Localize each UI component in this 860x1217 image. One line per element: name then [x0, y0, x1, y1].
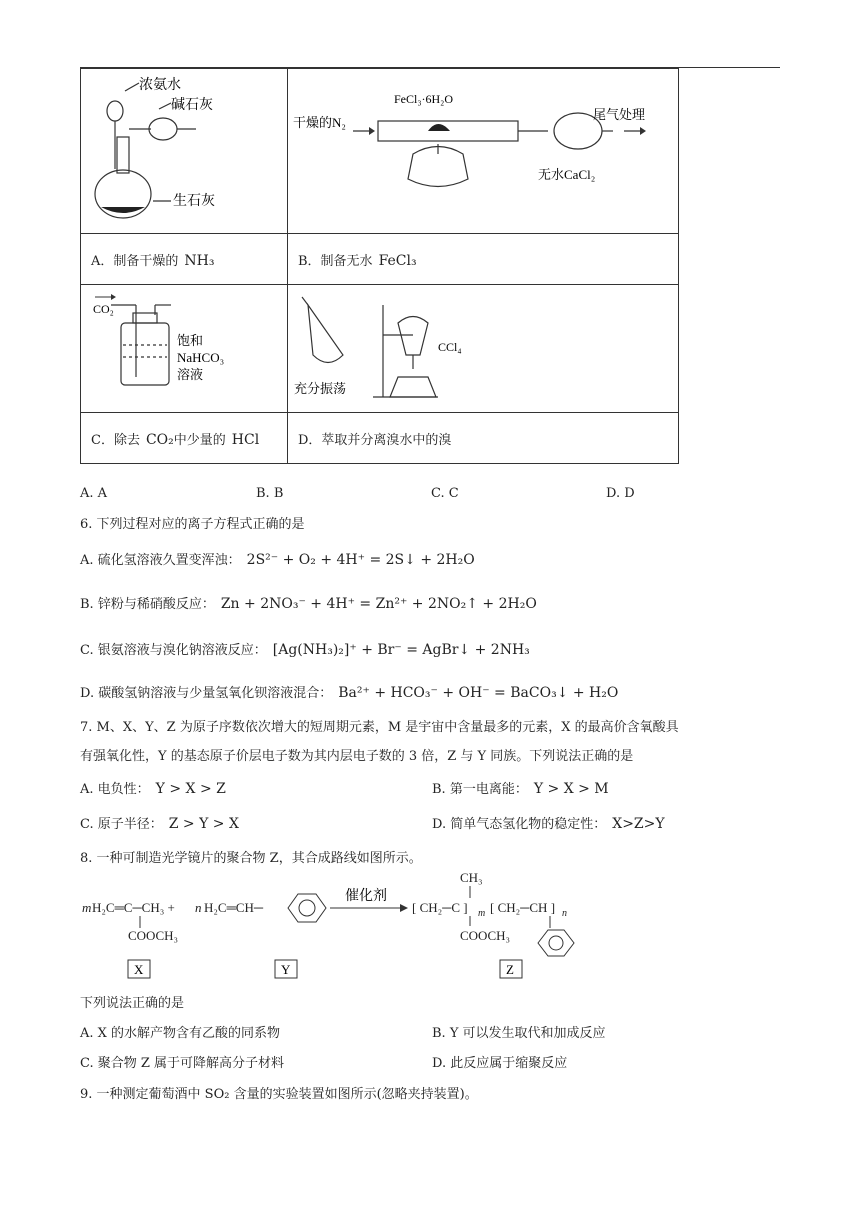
apparatus-table: [80, 68, 679, 464]
svg-text:n: n: [562, 908, 567, 919]
caption-b: B．制备无水 FeCl₃: [288, 234, 679, 285]
q8-option-d[interactable]: D. 此反应属于缩聚反应: [432, 1056, 568, 1071]
svg-text:m: m: [478, 908, 486, 919]
polymer-synthesis-scheme: [80, 868, 700, 983]
q7-option-a[interactable]: A. 电负性： Y > X > Z: [80, 781, 226, 797]
svg-text:COOCH₃: COOCH₃: [460, 928, 511, 943]
label-quicklime: 生石灰: [173, 194, 215, 209]
label-fecl3-hydrate: FeCl₃·6H₂O: [394, 92, 454, 106]
label-tail-gas: 尾气处理: [593, 107, 646, 122]
svg-text:CH₃: CH₃: [460, 870, 483, 885]
q7-option-d[interactable]: D. 简单气态氢化物的稳定性： X>Z>Y: [432, 816, 665, 832]
label-x: X: [134, 962, 144, 977]
label-soda-lime: 碱石灰: [171, 98, 213, 113]
label-nahco3: NaHCO₃: [177, 350, 225, 365]
q5-option-d[interactable]: D. D: [606, 486, 635, 501]
svg-text:[ CH₂─CH ]: [ CH₂─CH ]: [490, 900, 556, 915]
svg-text:m: m: [82, 900, 92, 915]
svg-text:[ CH₂─C ]: [ CH₂─C ]: [412, 900, 468, 915]
cell-a-figure: [81, 69, 288, 234]
label-co2-inlet: CO₂: [93, 302, 114, 316]
label-dry-n2: 干燥的N₂: [293, 115, 346, 130]
caption-a: A．制备干燥的 NH₃: [81, 234, 288, 285]
q8-option-a[interactable]: A. X 的水解产物含有乙酸的同系物: [80, 1026, 281, 1041]
label-shake: 充分振荡: [294, 381, 347, 396]
label-z: Z: [506, 962, 514, 977]
svg-text:H₂C═CH─: H₂C═CH─: [204, 900, 264, 915]
q6-stem: 6. 下列过程对应的离子方程式正确的是: [80, 517, 305, 532]
q9-stem: 9. 一种测定葡萄酒中 SO₂ 含量的实验装置如图所示(忽略夹持装置)。: [80, 1087, 478, 1102]
extraction-figure: [288, 285, 678, 408]
q8-stem: 8. 一种可制造光学镜片的聚合物 Z，其合成路线如图所示。: [80, 851, 422, 866]
cell-d-figure: [288, 285, 679, 413]
label-ccl4: CCl₄: [438, 340, 462, 354]
label-conc-ammonia: 浓氨水: [139, 78, 181, 93]
q8-option-c[interactable]: C. 聚合物 Z 属于可降解高分子材料: [80, 1056, 285, 1071]
q8-prompt: 下列说法正确的是: [80, 996, 185, 1011]
q8-option-b[interactable]: B. Y 可以发生取代和加成反应: [432, 1026, 606, 1041]
q7-stem-line1: 7. M、X、Y、Z 为原子序数依次增大的短周期元素，M 是宇宙中含量最多的元素，X 的最高价含氧酸具: [80, 720, 679, 735]
svg-text:COOCH₃: COOCH₃: [128, 928, 179, 943]
q7-option-b[interactable]: B. 第一电离能： Y > X > M: [432, 781, 609, 797]
q5-option-b[interactable]: B. B: [256, 486, 284, 501]
fecl3-apparatus-figure: [288, 69, 678, 229]
svg-text:n: n: [195, 900, 202, 915]
q6-option-b[interactable]: B. 锌粉与稀硝酸反应： Zn + 2NO₃⁻ + 4H⁺ = Zn²⁺ + 2NO₂↑ + 2H₂O: [80, 596, 537, 612]
q5-option-c[interactable]: C. C: [431, 486, 459, 501]
q6-option-d[interactable]: D. 碳酸氢钠溶液与少量氢氧化钡溶液混合： Ba²⁺ + HCO₃⁻ + OH⁻ = BaCO₃↓ + H₂O: [80, 685, 619, 701]
q7-stem-line2: 有强氧化性，Y 的基态原子价层电子数为其内层电子数的 3 倍，Z 与 Y 同族。下列说法正确的是: [80, 749, 634, 764]
label-solution: 溶液: [177, 367, 204, 382]
q6-option-a[interactable]: A. 硫化氢溶液久置变浑浊： 2S²⁻ + O₂ + 4H⁺ = 2S↓ + 2H₂O: [80, 552, 475, 568]
caption-d: D．萃取并分离溴水中的溴: [288, 413, 679, 464]
caption-c: C．除去 CO₂中少量的 HCl: [81, 413, 288, 464]
label-saturated: 饱和: [177, 333, 204, 348]
label-anhydrous-cacl2: 无水CaCl₂: [538, 167, 596, 182]
q7-option-c[interactable]: C. 原子半径： Z > Y > X: [80, 816, 239, 832]
cell-b-figure: [288, 69, 679, 234]
catalyst-label: 催化剂: [345, 889, 387, 904]
label-y: Y: [281, 962, 291, 977]
q6-option-c[interactable]: C. 银氨溶液与溴化钠溶液反应： [Ag(NH₃)₂]⁺ + Br⁻ = AgBr↓ + 2NH₃: [80, 642, 530, 658]
gas-washing-bottle-figure: [81, 285, 287, 408]
svg-text:H₂C═C─CH₃ +: H₂C═C─CH₃ +: [92, 900, 175, 915]
cell-c-figure: [81, 285, 288, 413]
nh3-apparatus-figure: [81, 69, 287, 229]
q5-option-a[interactable]: A. A: [80, 486, 108, 501]
